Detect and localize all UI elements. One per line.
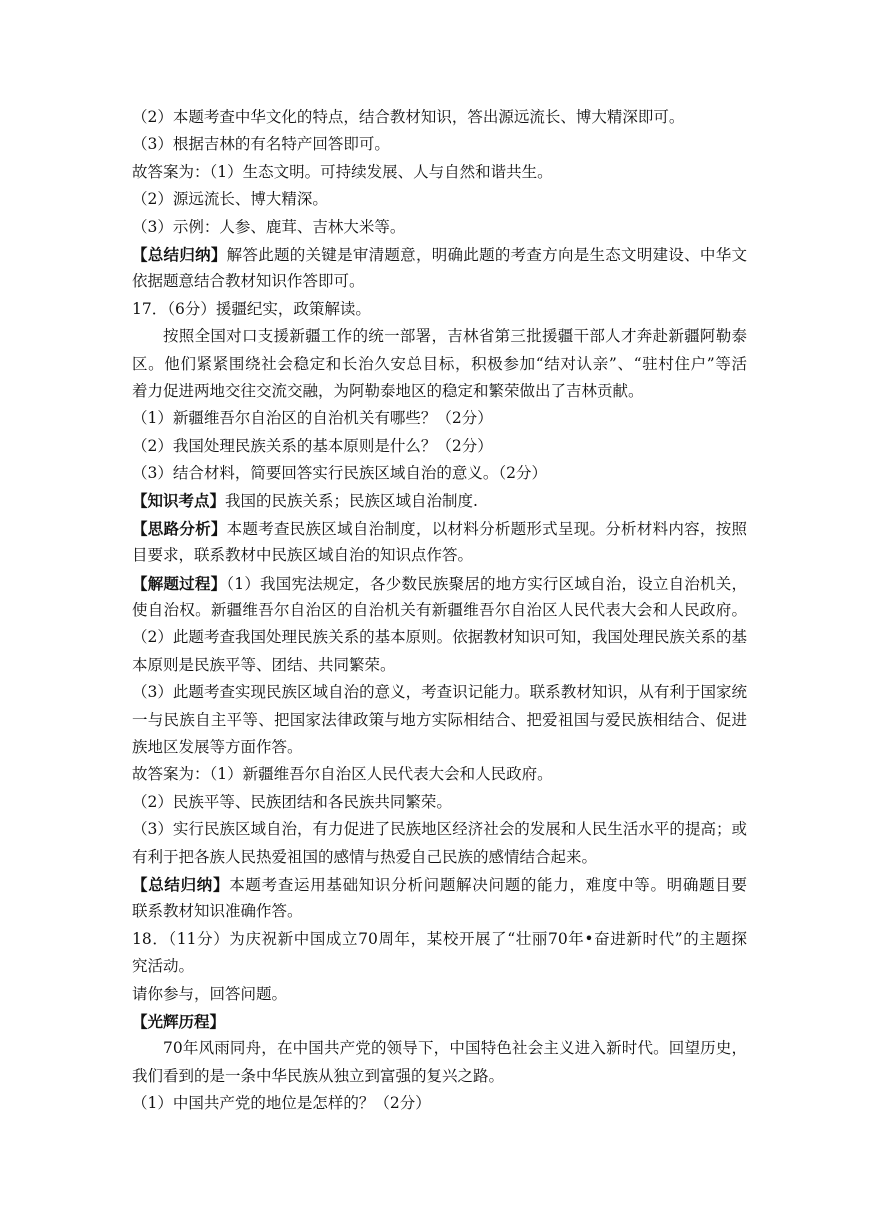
text-line: 使自治权。新疆维吾尔自治区的自治机关有新疆维吾尔自治区人民代表大会和人民政府。 — [132, 601, 747, 620]
text-line: （1）中国共产党的地位是怎样的？（2分） — [132, 1094, 431, 1113]
text-line: （3）示例：人参、鹿茸、吉林大米等。 — [132, 217, 406, 236]
text-line: 着力促进两地交往交流交融，为阿勒泰地区的稳定和繁荣做出了吉林贡献。 — [132, 381, 644, 400]
text-line: （3）此题考查实现民族区域自治的意义，考查识记能力。联系教材知识，从有利于国家统 — [132, 683, 747, 702]
section-tag: 【知识考点】 — [132, 491, 226, 511]
text-content: （1）我国宪法规定，各少数民族聚居的地方实行区域自治，设立自治机关， — [226, 574, 747, 593]
text-line: 依据题意结合教材知识作答即可。 — [132, 272, 365, 291]
text-line: （3）实行民族区域自治，有力促进了民族地区经济社会的发展和人民生活水平的提高；或 — [132, 820, 747, 839]
section-tag: 【总结归纳】 — [132, 874, 230, 894]
text-line: （2）本题考查中华文化的特点，结合教材知识，答出源远流长、博大精深即可。 — [132, 108, 685, 126]
text-content: 我国的民族关系；民族区域自治制度. — [225, 492, 478, 511]
section-heading — [132, 1008, 747, 1035]
text-line: 区。他们紧紧围绕社会稳定和长治久安总目标，积极参加“结对认亲”、“驻村住户”等活 — [132, 354, 747, 373]
text-line: （1）新疆维吾尔自治区的自治机关有哪些？（2分） — [132, 409, 493, 428]
section-tag: 【总结归纳】 — [132, 244, 227, 264]
section-tag: 【解题过程】 — [132, 573, 227, 593]
text-line — [132, 515, 747, 542]
text-line: 70年风雨同舟，在中国共产党的领导下，中国特色社会主义进入新时代。回望历史， — [163, 1039, 747, 1058]
text-line — [132, 241, 747, 268]
text-line: 请你参与，回答问题。 — [132, 984, 288, 1003]
text-line: 故答案为：（1）生态文明。可持续发展、人与自然和谐共生。 — [132, 162, 553, 181]
section-tag: 【思路分析】 — [132, 518, 227, 538]
text-line: （3）根据吉林的有名特产回答即可。 — [132, 135, 390, 154]
text-line: 联系教材知识准确作答。 — [132, 902, 303, 921]
text-line: 族地区发展等方面作答。 — [132, 737, 303, 756]
text-line: 我们看到的是一条中华民族从独立到富强的复兴之路。 — [132, 1066, 505, 1085]
text-line: 究活动。 — [132, 957, 195, 976]
text-line: （2）源远流长、博大精深。 — [132, 190, 328, 209]
text-line: （3）结合材料，简要回答实行民族区域自治的意义。（2分） — [132, 464, 547, 483]
question-heading: 18．（11分）为庆祝新中国成立70周年，某校开展了“壮丽70年•奋进新时代”的主题探 — [132, 929, 747, 948]
text-line — [132, 487, 747, 514]
text-line: （2）此题考查我国处理民族关系的基本原则。依据教材知识可知，我国处理民族关系的基 — [132, 628, 747, 647]
question-heading: 17．（6分）援疆纪实，政策解读。 — [132, 299, 371, 318]
section-tag: 【光辉历程】 — [132, 1011, 226, 1031]
text-content: 本题考查运用基础知识分析问题解决问题的能力，难度中等。明确题目要 — [229, 875, 747, 894]
text-line: 故答案为：（1）新疆维吾尔自治区人民代表大会和人民政府。 — [132, 765, 553, 784]
text-line: 有利于把各族人民热爱祖国的感情与热爱自己民族的感情结合起来。 — [132, 847, 598, 866]
text-line: 目要求，联系教材中民族区域自治的知识点作答。 — [132, 546, 474, 565]
text-content: 解答此题的关键是审清题意，明确此题的考查方向是生态文明建设、中华文 — [226, 245, 747, 264]
text-line — [132, 570, 747, 597]
text-content: 本题考查民族区域自治制度，以材料分析题形式呈现。分析材料内容，按照 — [226, 519, 747, 538]
text-line: 本原则是民族平等、团结、共同繁荣。 — [132, 655, 396, 674]
text-line — [132, 871, 747, 898]
document-page — [132, 104, 747, 1117]
text-line: 一与民族自主平等、把国家法律政策与地方实际相结合、把爱祖国与爱民族相结合、促进 — [132, 710, 747, 729]
text-line: （2）民族平等、民族团结和各民族共同繁荣。 — [132, 792, 452, 811]
text-line: （2）我国处理民族关系的基本原则是什么？（2分） — [132, 436, 493, 455]
text-line: 按照全国对口支援新疆工作的统一部署，吉林省第三批援疆干部人才奔赴新疆阿勒泰 — [163, 327, 747, 346]
